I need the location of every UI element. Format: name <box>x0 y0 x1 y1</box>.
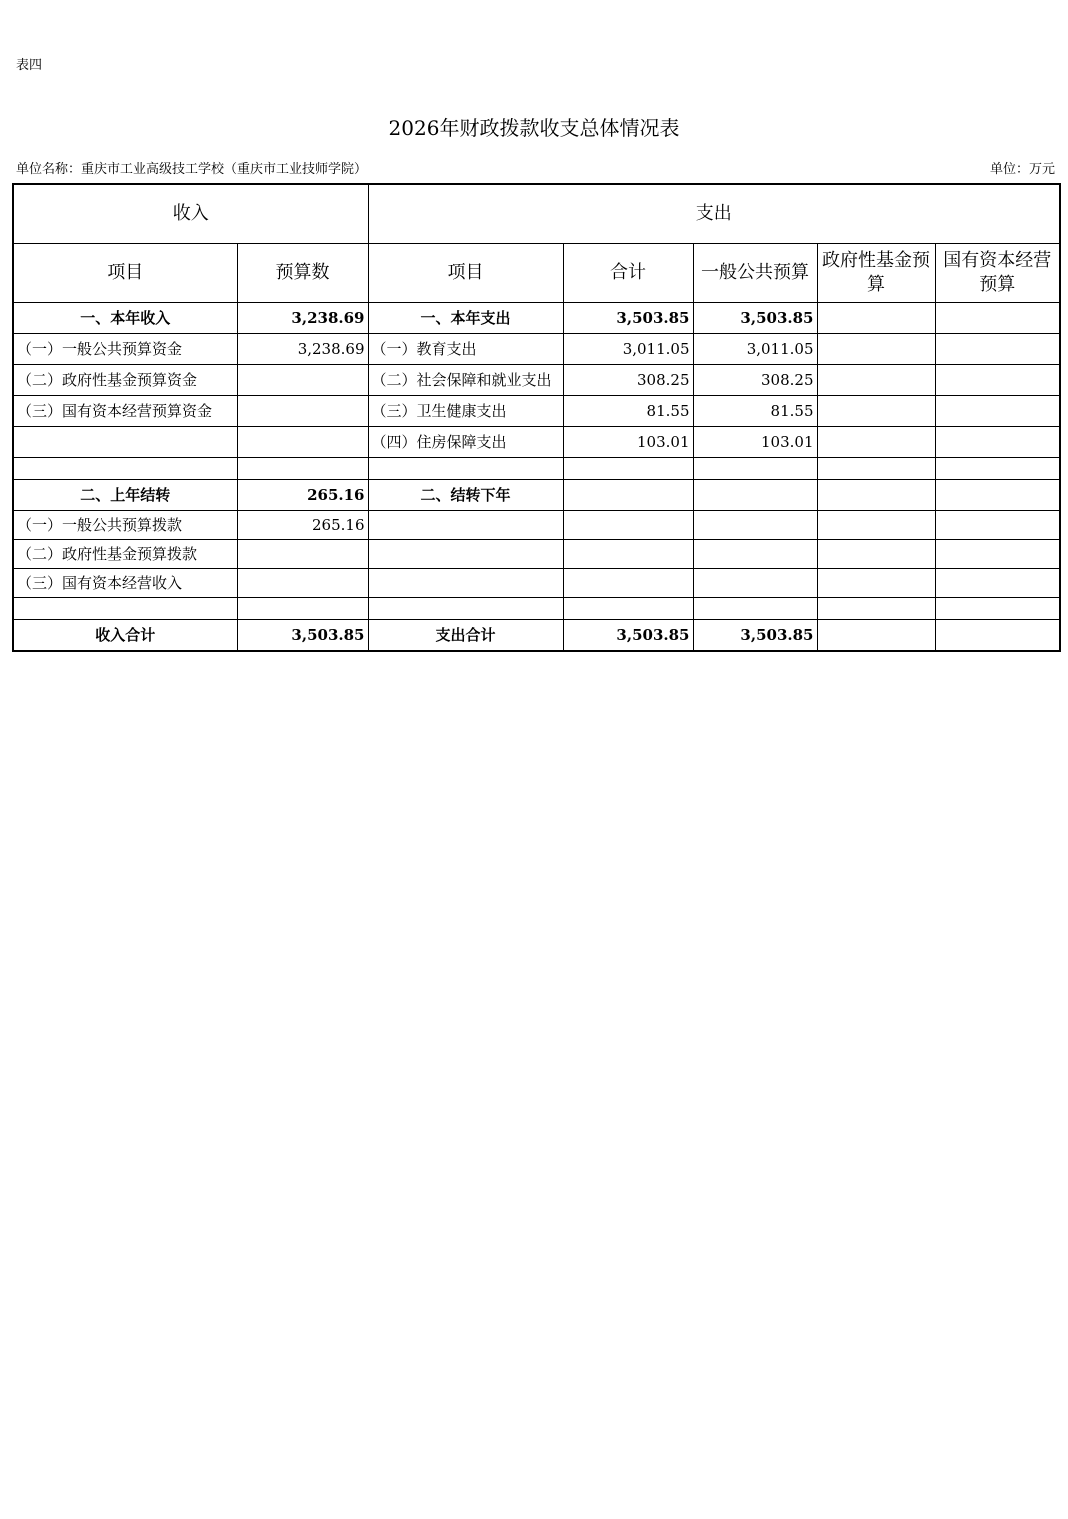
expense-item-cell: 一、本年支出 <box>368 303 563 334</box>
expense-total-cell: 3,011.05 <box>563 334 693 365</box>
income-item-cell <box>13 458 237 480</box>
table-row <box>13 569 1060 598</box>
income-value-cell <box>237 458 368 480</box>
fund-budget-cell <box>817 569 935 598</box>
table-row <box>13 540 1060 569</box>
expense-total-cell <box>563 540 693 569</box>
income-value-cell <box>237 427 368 458</box>
expense-total-cell <box>563 511 693 540</box>
expense-total-cell <box>563 480 693 511</box>
expense-item-cell: （二）社会保障和就业支出 <box>368 365 563 396</box>
currency-unit-label: 单位：万元 <box>989 162 1055 177</box>
expense-total-cell: 81.55 <box>563 396 693 427</box>
income-item-cell: 二、上年结转 <box>13 480 237 511</box>
expense-item-cell <box>368 458 563 480</box>
general-budget-cell <box>693 569 817 598</box>
fund-budget-cell <box>817 427 935 458</box>
income-value-cell: 3,238.69 <box>237 303 368 334</box>
table-row <box>13 598 1060 620</box>
col-header-general-budget: 一般公共预算 <box>693 244 817 303</box>
general-budget-cell <box>693 458 817 480</box>
table-row <box>13 511 1060 540</box>
state-capital-cell <box>935 303 1060 334</box>
income-item-cell: （二）政府性基金预算拨款 <box>13 540 237 569</box>
income-value-cell <box>237 396 368 427</box>
table-row <box>13 334 1060 365</box>
state-capital-cell <box>935 427 1060 458</box>
expense-total-cell <box>563 598 693 620</box>
expense-item-cell <box>368 540 563 569</box>
expense-item-cell <box>368 598 563 620</box>
fund-budget-cell <box>817 334 935 365</box>
general-budget-cell: 3,011.05 <box>693 334 817 365</box>
header-row-columns <box>13 244 1060 303</box>
income-item-cell <box>13 427 237 458</box>
table-row <box>13 396 1060 427</box>
income-value-cell: 265.16 <box>237 511 368 540</box>
income-item-cell: （三）国有资本经营收入 <box>13 569 237 598</box>
fund-budget-cell <box>817 620 935 652</box>
income-item-cell: （一）一般公共预算拨款 <box>13 511 237 540</box>
income-item-cell: 一、本年收入 <box>13 303 237 334</box>
income-header: 收入 <box>13 184 368 244</box>
income-value-cell <box>237 365 368 396</box>
income-item-cell: （三）国有资本经营预算资金 <box>13 396 237 427</box>
fund-budget-cell <box>817 303 935 334</box>
table-row <box>13 480 1060 511</box>
fund-budget-cell <box>817 598 935 620</box>
col-header-state-capital: 国有资本经营预算 <box>935 244 1060 303</box>
income-value-cell: 265.16 <box>237 480 368 511</box>
income-value-cell: 3,238.69 <box>237 334 368 365</box>
general-budget-cell: 3,503.85 <box>693 303 817 334</box>
expense-total-cell: 308.25 <box>563 365 693 396</box>
col-header-fund-budget: 政府性基金预算 <box>817 244 935 303</box>
fund-budget-cell <box>817 540 935 569</box>
budget-table <box>12 183 1061 652</box>
state-capital-cell <box>935 511 1060 540</box>
col-header-budget: 预算数 <box>237 244 368 303</box>
expense-item-cell: 支出合计 <box>368 620 563 652</box>
income-value-cell: 3,503.85 <box>237 620 368 652</box>
header-row-group <box>13 184 1060 244</box>
col-header-income-item: 项目 <box>13 244 237 303</box>
income-item-cell <box>13 598 237 620</box>
state-capital-cell <box>935 396 1060 427</box>
expense-total-cell: 3,503.85 <box>563 303 693 334</box>
expense-item-cell: （四）住房保障支出 <box>368 427 563 458</box>
expense-item-cell: （一）教育支出 <box>368 334 563 365</box>
expense-total-cell: 103.01 <box>563 427 693 458</box>
fund-budget-cell <box>817 458 935 480</box>
state-capital-cell <box>935 480 1060 511</box>
state-capital-cell <box>935 569 1060 598</box>
income-value-cell <box>237 598 368 620</box>
state-capital-cell <box>935 365 1060 396</box>
state-capital-cell <box>935 620 1060 652</box>
expense-header: 支出 <box>368 184 1060 244</box>
fund-budget-cell <box>817 396 935 427</box>
expense-total-cell <box>563 458 693 480</box>
table-row <box>13 303 1060 334</box>
table-row <box>13 458 1060 480</box>
col-header-total: 合计 <box>563 244 693 303</box>
expense-item-cell <box>368 569 563 598</box>
state-capital-cell <box>935 334 1060 365</box>
table-row <box>13 427 1060 458</box>
table-row <box>13 365 1060 396</box>
income-item-cell: （一）一般公共预算资金 <box>13 334 237 365</box>
general-budget-cell <box>693 598 817 620</box>
page-title: 2026年财政拨款收支总体情况表 <box>388 116 680 140</box>
table-number-label: 表四 <box>16 58 43 73</box>
general-budget-cell: 3,503.85 <box>693 620 817 652</box>
income-item-cell: （二）政府性基金预算资金 <box>13 365 237 396</box>
expense-total-cell: 3,503.85 <box>563 620 693 652</box>
state-capital-cell <box>935 458 1060 480</box>
income-value-cell <box>237 540 368 569</box>
income-value-cell <box>237 569 368 598</box>
fund-budget-cell <box>817 365 935 396</box>
general-budget-cell <box>693 511 817 540</box>
table-row <box>13 620 1060 652</box>
state-capital-cell <box>935 540 1060 569</box>
general-budget-cell: 308.25 <box>693 365 817 396</box>
expense-item-cell <box>368 511 563 540</box>
expense-total-cell <box>563 569 693 598</box>
unit-name-label: 单位名称：重庆市工业高级技工学校（重庆市工业技师学院） <box>16 162 368 177</box>
fund-budget-cell <box>817 511 935 540</box>
fund-budget-cell <box>817 480 935 511</box>
general-budget-cell <box>693 540 817 569</box>
state-capital-cell <box>935 598 1060 620</box>
income-item-cell: 收入合计 <box>13 620 237 652</box>
general-budget-cell <box>693 480 817 511</box>
expense-item-cell: （三）卫生健康支出 <box>368 396 563 427</box>
col-header-expense-item: 项目 <box>368 244 563 303</box>
general-budget-cell: 81.55 <box>693 396 817 427</box>
general-budget-cell: 103.01 <box>693 427 817 458</box>
expense-item-cell: 二、结转下年 <box>368 480 563 511</box>
